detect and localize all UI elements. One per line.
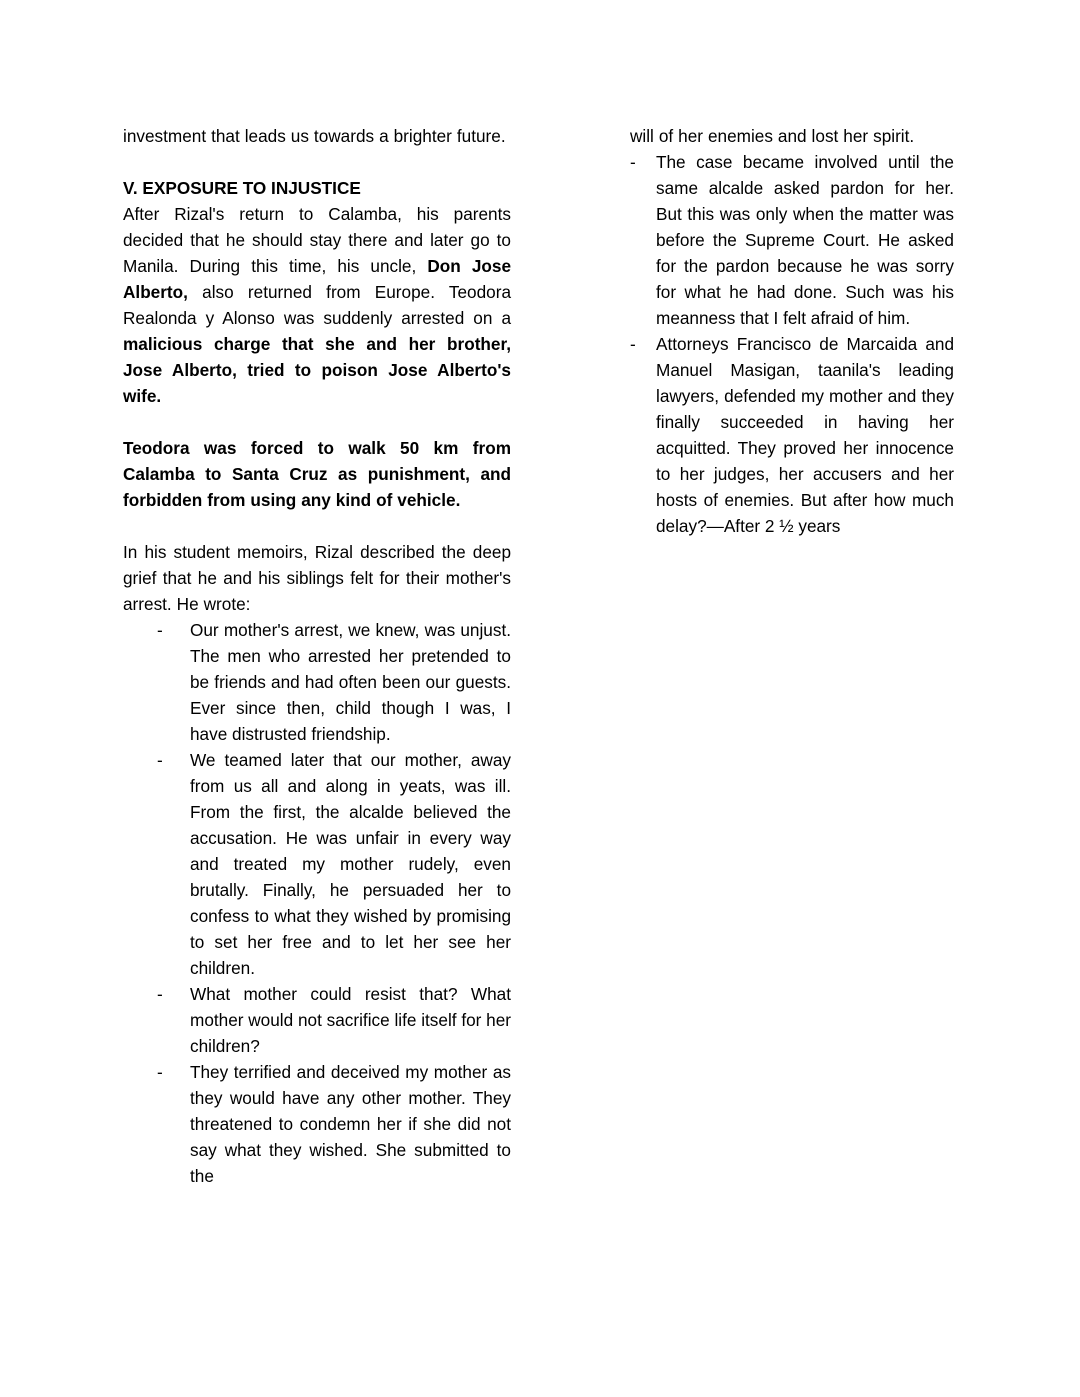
list-item-text: The case became involved until the same alcalde asked pardon for her. But this was only when the matter was before the Supreme Court. He asked for the pardon because he was sorry for what he had done. Such was his meanness that I felt afraid of him. [656, 152, 954, 328]
paragraph-gap [123, 409, 511, 435]
list-item-text: What mother could resist that? What mother would not sacrifice life itself for her children? [190, 984, 511, 1056]
dash-bullet-icon: - [157, 1062, 163, 1082]
paragraph-gap [123, 149, 511, 175]
continued-text-right: will of her enemies and lost her spirit. [630, 126, 915, 146]
list-item [123, 617, 511, 747]
paragraph-text-run-2: also returned from Europe. Teodora Realonda y Alonso was suddenly arrested on a [123, 282, 511, 328]
right-column [630, 123, 954, 539]
list-item-text: Our mother's arrest, we knew, was unjust. The men who arrested her pretended to be friends and had often been our guests. Ever since then, child though I was, I have distrusted friendship. [190, 620, 511, 744]
dash-bullet-icon: - [630, 152, 636, 172]
paragraph-rizal-return [123, 201, 511, 409]
memoir-quote-list [123, 617, 511, 1189]
paragraph-teodora-punishment: Teodora was forced to walk 50 km from Calamba to Santa Cruz as punishment, and forbidden from using any kind of vehicle. [123, 438, 511, 510]
dash-bullet-icon: - [157, 620, 163, 640]
dash-bullet-icon: - [157, 750, 163, 770]
emphasis-don-jose-alberto: Don Jose Alberto, [123, 256, 512, 302]
list-item [123, 747, 511, 981]
list-item [630, 331, 954, 539]
list-item [123, 1059, 511, 1189]
list-item [630, 149, 954, 331]
dash-bullet-icon: - [630, 334, 636, 354]
list-item [123, 981, 511, 1059]
section-heading: V. EXPOSURE TO INJUSTICE [123, 178, 361, 198]
paragraph-text-run-1: After Rizal's return to Calamba, his parents decided that he should stay there and later go to Manila. During this time, his uncle, [123, 204, 511, 276]
left-column [123, 123, 511, 1189]
two-column-body [123, 123, 954, 1189]
paragraph-student-memoirs: In his student memoirs, Rizal described the deep grief that he and his siblings felt for their mother's arrest. He wrote: [123, 542, 511, 614]
list-item-text: We teamed later that our mother, away from us all and along in yeats, was ill. From the first, the alcalde believed the accusation. He was unfair in every way and treated my mother rudely, even brutally. Finally, he persuaded her to confess to what they wished by promising to set her free and to let her see her children. [190, 750, 511, 978]
memoir-quote-list-continued [630, 149, 954, 539]
paragraph-gap [123, 513, 511, 539]
list-item-text: They terrified and deceived my mother as they would have any other mother. They threatened to condemn her if she did not say what they wished. She submitted to the [190, 1062, 511, 1186]
dash-bullet-icon: - [157, 984, 163, 1004]
emphasis-malicious-charge: malicious charge that she and her brother, Jose Alberto, tried to poison Jose Alberto's wife. [123, 334, 511, 406]
list-item-text: Attorneys Francisco de Marcaida and Manuel Masigan, taanila's leading lawyers, defended my mother and they finally succeeded in having her acquitted. They proved her innocence to her judges, her accusers and her hosts of enemies. But after how much delay?—After 2 ½ years [656, 334, 954, 536]
continued-paragraph: investment that leads us towards a brighter future. [123, 126, 506, 146]
